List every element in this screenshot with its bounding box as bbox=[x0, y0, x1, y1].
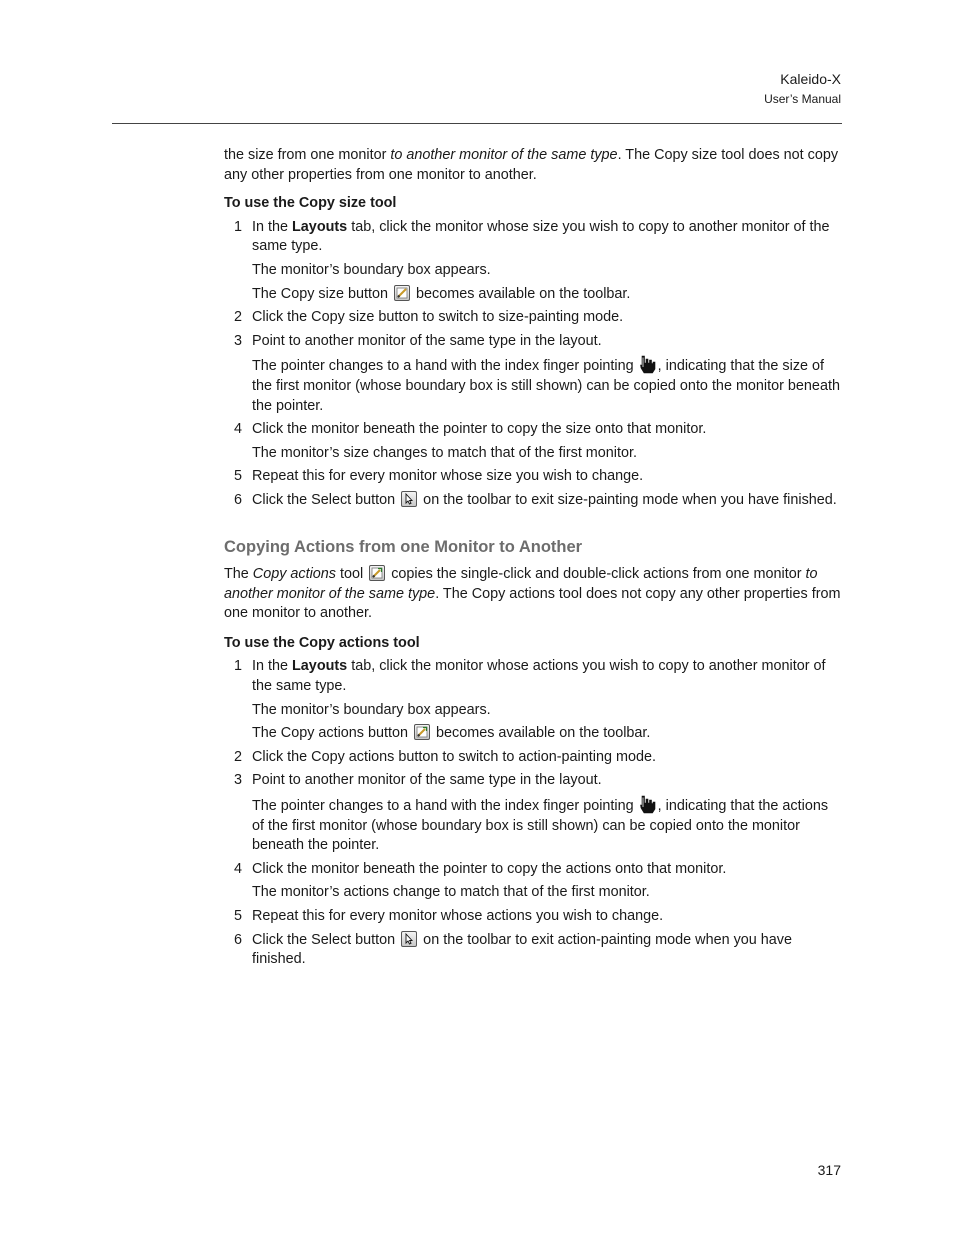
note-text-pre: The pointer changes to a hand with the index finger pointing bbox=[252, 798, 638, 815]
note-text-post: becomes available on the toolbar. bbox=[432, 725, 651, 742]
step-text bbox=[252, 657, 844, 696]
step-text-pre: In the bbox=[252, 658, 293, 675]
step-number: 5 bbox=[234, 908, 243, 924]
step-text-pre: Click the Select button bbox=[252, 931, 400, 948]
size-note-1a: The monitor’s boundary box appears. bbox=[252, 261, 491, 278]
step-text: Click the monitor beneath the pointer to copy the actions onto that monitor. bbox=[252, 860, 727, 877]
intro-text-end: . The Copy actions tool does not copy any other properties from one monitor to another. bbox=[224, 585, 841, 622]
note-text-pre: The pointer changes to a hand with the index finger pointing bbox=[252, 358, 638, 375]
intro-paragraph bbox=[224, 146, 844, 185]
actions-note-4: The monitor’s actions change to match that of the first monitor. bbox=[252, 884, 650, 901]
actions-step-6 bbox=[224, 931, 844, 970]
header-product-name: Kaleido-X bbox=[780, 71, 841, 87]
page-content bbox=[224, 146, 844, 974]
copy-actions-icon bbox=[369, 565, 385, 581]
step-text bbox=[252, 491, 844, 511]
intro-text-mid2: copies the single-click and double-click actions from one monitor bbox=[387, 566, 806, 583]
step-text-post: on the toolbar to exit size-painting mode when you have finished. bbox=[419, 491, 837, 508]
step-text: Repeat this for every monitor whose actions you wish to change. bbox=[252, 908, 664, 924]
size-step-1 bbox=[224, 218, 844, 257]
note-text-post: becomes available on the toolbar. bbox=[412, 285, 631, 302]
step-text-post: on the toolbar to exit action-painting mode when you have finished. bbox=[252, 931, 792, 968]
size-step-6 bbox=[224, 491, 844, 511]
header-divider bbox=[112, 123, 842, 124]
step-text-post: tab, click the monitor whose actions you wish to copy to another monitor of the same type. bbox=[252, 658, 826, 695]
step-text: Click the Copy actions button to switch to action-painting mode. bbox=[252, 748, 656, 765]
step-text-pre: Click the Select button bbox=[252, 491, 400, 508]
size-note-1b bbox=[252, 285, 844, 305]
step-text-pre: In the bbox=[252, 218, 293, 235]
copy-size-icon bbox=[394, 285, 410, 301]
note-text-pre: The Copy actions button bbox=[252, 725, 412, 742]
step-number: 6 bbox=[234, 491, 243, 508]
step-number: 3 bbox=[234, 772, 243, 789]
size-note-4: The monitor’s size changes to match that of the first monitor. bbox=[252, 444, 637, 461]
actions-step-1 bbox=[224, 657, 844, 696]
step-number: 1 bbox=[234, 658, 243, 675]
intro-emphasis-tool: Copy actions bbox=[252, 566, 336, 583]
note-text-post: , indicating that the actions of the first monitor (whose boundary box is still shown) can be copied onto the monitor beneath the pointer. bbox=[252, 798, 829, 854]
size-step-3 bbox=[224, 332, 844, 352]
header-manual-name: User’s Manual bbox=[764, 92, 841, 106]
note-text-post: , indicating that the size of the first monitor (whose boundary box is still shown) can be copied onto the monitor beneath the pointer. bbox=[252, 358, 840, 414]
section-title-copy-actions: Copying Actions from one Monitor to Another bbox=[224, 537, 583, 556]
actions-step-4 bbox=[224, 860, 844, 880]
procedure-heading-actions: To use the Copy actions tool bbox=[224, 634, 420, 651]
actions-intro-paragraph bbox=[224, 565, 844, 624]
layouts-tab-label: Layouts bbox=[292, 218, 348, 235]
step-number: 6 bbox=[234, 931, 243, 948]
intro-emphasis: to another monitor of the same type bbox=[390, 147, 618, 163]
pointing-hand-icon bbox=[639, 795, 657, 814]
step-text: Point to another monitor of the same type in the layout. bbox=[252, 772, 602, 789]
intro-text: The bbox=[224, 566, 253, 583]
step-text: Point to another monitor of the same type in the layout. bbox=[252, 332, 602, 349]
size-step-4 bbox=[224, 420, 844, 440]
intro-text-end: . The Copy size tool does not copy any other properties from one monitor to another. bbox=[224, 147, 839, 183]
copy-actions-icon bbox=[414, 724, 430, 740]
step-number: 1 bbox=[234, 218, 243, 235]
step-text bbox=[252, 931, 844, 970]
step-number: 4 bbox=[234, 860, 243, 877]
size-step-5 bbox=[224, 467, 844, 487]
select-pointer-icon bbox=[401, 491, 417, 507]
intro-emphasis: to another monitor of the same type bbox=[224, 566, 818, 602]
select-pointer-icon bbox=[401, 931, 417, 947]
step-number: 3 bbox=[234, 332, 243, 349]
page-number: 317 bbox=[817, 1162, 841, 1178]
intro-text: the size from one monitor bbox=[224, 147, 391, 163]
size-note-3 bbox=[252, 355, 844, 416]
step-text: Click the Copy size button to switch to size-painting mode. bbox=[252, 309, 624, 326]
actions-step-5 bbox=[224, 907, 844, 927]
actions-step-2 bbox=[224, 748, 844, 768]
note-text-pre: The Copy size button bbox=[252, 285, 392, 302]
step-text: Repeat this for every monitor whose size you wish to change. bbox=[252, 468, 644, 485]
size-step-2 bbox=[224, 308, 844, 328]
actions-step-3 bbox=[224, 771, 844, 791]
actions-note-1a: The monitor’s boundary box appears. bbox=[252, 701, 491, 718]
step-text-post: tab, click the monitor whose size you wish to copy to another monitor of the same type. bbox=[252, 218, 830, 255]
step-number: 5 bbox=[234, 468, 243, 485]
procedure-heading-size: To use the Copy size tool bbox=[224, 195, 397, 212]
step-number: 4 bbox=[234, 421, 243, 438]
intro-text-mid: tool bbox=[336, 566, 368, 583]
step-text bbox=[252, 218, 844, 257]
step-number: 2 bbox=[234, 748, 243, 765]
actions-note-1b bbox=[252, 724, 844, 744]
layouts-tab-label: Layouts bbox=[292, 658, 348, 675]
step-number: 2 bbox=[234, 309, 243, 326]
step-text: Click the monitor beneath the pointer to copy the size onto that monitor. bbox=[252, 421, 707, 438]
pointing-hand-icon bbox=[639, 355, 657, 374]
actions-note-3 bbox=[252, 795, 844, 856]
